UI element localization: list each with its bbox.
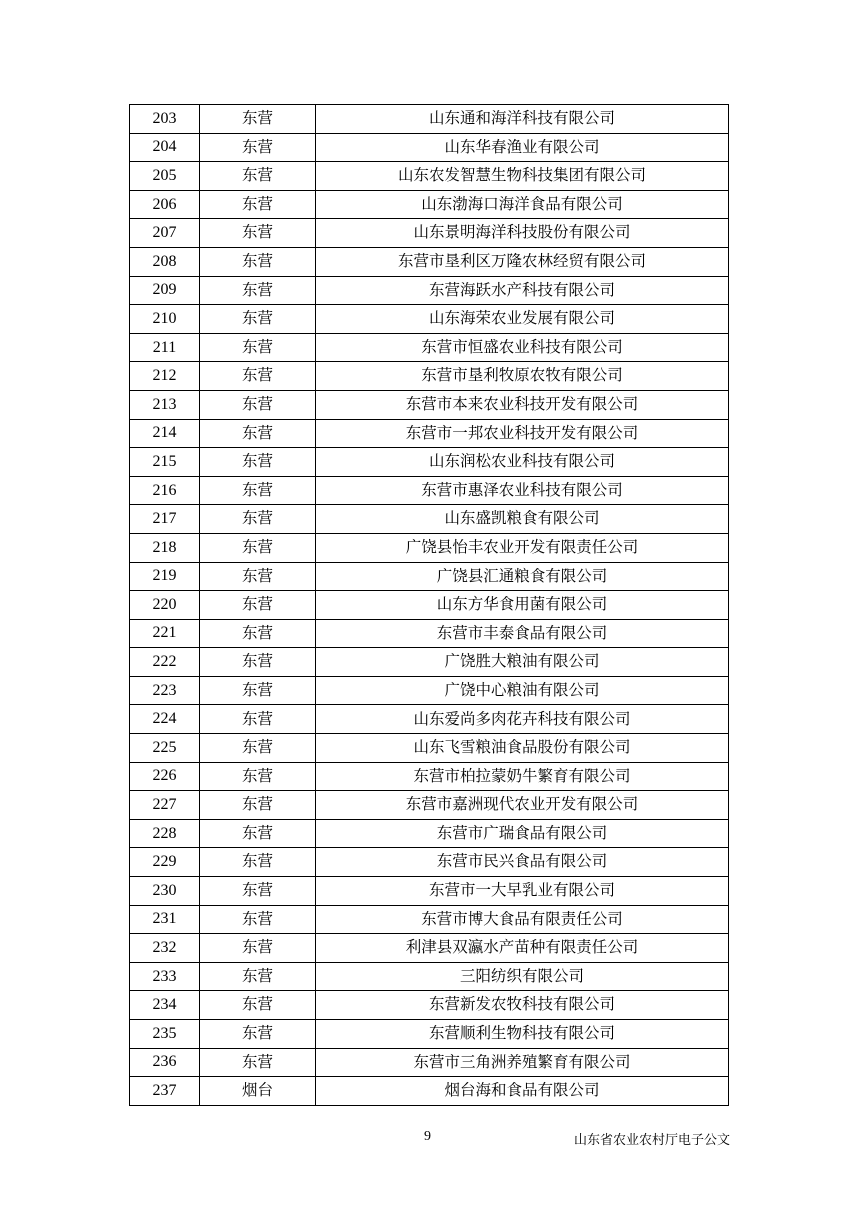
- row-number-cell: 222: [130, 648, 200, 677]
- company-name-cell: 广饶县怡丰农业开发有限责任公司: [316, 533, 729, 562]
- company-name-cell: 山东农发智慧生物科技集团有限公司: [316, 162, 729, 191]
- row-number-cell: 205: [130, 162, 200, 191]
- row-number-cell: 236: [130, 1048, 200, 1077]
- table-row: [130, 734, 729, 763]
- table-row: [130, 133, 729, 162]
- company-name-cell: 东营顺利生物科技有限公司: [316, 1020, 729, 1049]
- row-number-cell: 229: [130, 848, 200, 877]
- table-row: [130, 877, 729, 906]
- region-cell: 东营: [200, 991, 316, 1020]
- row-number-cell: 206: [130, 190, 200, 219]
- region-cell: 东营: [200, 905, 316, 934]
- region-cell: 东营: [200, 676, 316, 705]
- company-name-cell: 山东渤海口海洋食品有限公司: [316, 190, 729, 219]
- region-cell: 东营: [200, 877, 316, 906]
- row-number-cell: 204: [130, 133, 200, 162]
- region-cell: 烟台: [200, 1077, 316, 1106]
- region-cell: 东营: [200, 133, 316, 162]
- company-name-cell: 东营市垦利区万隆农林经贸有限公司: [316, 247, 729, 276]
- row-number-cell: 214: [130, 419, 200, 448]
- row-number-cell: 232: [130, 934, 200, 963]
- row-number-cell: 234: [130, 991, 200, 1020]
- row-number-cell: 218: [130, 533, 200, 562]
- region-cell: 东营: [200, 934, 316, 963]
- table-row: [130, 505, 729, 534]
- region-cell: 东营: [200, 419, 316, 448]
- table-row: [130, 676, 729, 705]
- region-cell: 东营: [200, 219, 316, 248]
- company-name-cell: 山东润松农业科技有限公司: [316, 448, 729, 477]
- region-cell: 东营: [200, 305, 316, 334]
- table-row: [130, 619, 729, 648]
- table-row: [130, 1077, 729, 1106]
- row-number-cell: 216: [130, 476, 200, 505]
- table-row: [130, 533, 729, 562]
- company-name-cell: 东营海跃水产科技有限公司: [316, 276, 729, 305]
- row-number-cell: 227: [130, 791, 200, 820]
- row-number-cell: 207: [130, 219, 200, 248]
- company-name-cell: 广饶中心粮油有限公司: [316, 676, 729, 705]
- table-row: [130, 305, 729, 334]
- company-name-cell: 东营市柏拉蒙奶牛繁育有限公司: [316, 762, 729, 791]
- footer-source-label: 山东省农业农村厅电子公文: [573, 1133, 730, 1148]
- row-number-cell: 231: [130, 905, 200, 934]
- table-row: [130, 105, 729, 134]
- table-row: [130, 562, 729, 591]
- region-cell: 东营: [200, 276, 316, 305]
- row-number-cell: 220: [130, 591, 200, 620]
- table-row: [130, 934, 729, 963]
- table-row: [130, 991, 729, 1020]
- region-cell: 东营: [200, 848, 316, 877]
- region-cell: 东营: [200, 762, 316, 791]
- company-list-body: [130, 105, 729, 1106]
- company-name-cell: 三阳纺织有限公司: [316, 962, 729, 991]
- company-name-cell: 烟台海和食品有限公司: [316, 1077, 729, 1106]
- company-name-cell: 广饶胜大粮油有限公司: [316, 648, 729, 677]
- row-number-cell: 223: [130, 676, 200, 705]
- table-row: [130, 190, 729, 219]
- company-name-cell: 东营市本来农业科技开发有限公司: [316, 390, 729, 419]
- company-name-cell: 山东华春渔业有限公司: [316, 133, 729, 162]
- region-cell: 东营: [200, 333, 316, 362]
- row-number-cell: 219: [130, 562, 200, 591]
- row-number-cell: 228: [130, 819, 200, 848]
- row-number-cell: 221: [130, 619, 200, 648]
- table-row: [130, 448, 729, 477]
- company-name-cell: 东营市民兴食品有限公司: [316, 848, 729, 877]
- table-row: [130, 419, 729, 448]
- region-cell: 东营: [200, 362, 316, 391]
- company-name-cell: 东营市广瑞食品有限公司: [316, 819, 729, 848]
- region-cell: 东营: [200, 591, 316, 620]
- table-row: [130, 362, 729, 391]
- company-name-cell: 东营新发农牧科技有限公司: [316, 991, 729, 1020]
- row-number-cell: 208: [130, 247, 200, 276]
- company-name-cell: 山东盛凯粮食有限公司: [316, 505, 729, 534]
- company-name-cell: 山东海荣农业发展有限公司: [316, 305, 729, 334]
- region-cell: 东营: [200, 791, 316, 820]
- company-name-cell: 东营市丰泰食品有限公司: [316, 619, 729, 648]
- company-name-cell: 山东景明海洋科技股份有限公司: [316, 219, 729, 248]
- region-cell: 东营: [200, 1020, 316, 1049]
- company-name-cell: 东营市三角洲养殖繁育有限公司: [316, 1048, 729, 1077]
- row-number-cell: 225: [130, 734, 200, 763]
- region-cell: 东营: [200, 562, 316, 591]
- company-name-cell: 山东飞雪粮油食品股份有限公司: [316, 734, 729, 763]
- row-number-cell: 217: [130, 505, 200, 534]
- row-number-cell: 215: [130, 448, 200, 477]
- region-cell: 东营: [200, 533, 316, 562]
- region-cell: 东营: [200, 705, 316, 734]
- company-name-cell: 东营市博大食品有限责任公司: [316, 905, 729, 934]
- region-cell: 东营: [200, 247, 316, 276]
- table-row: [130, 390, 729, 419]
- region-cell: 东营: [200, 390, 316, 419]
- table-row: [130, 905, 729, 934]
- row-number-cell: 235: [130, 1020, 200, 1049]
- row-number-cell: 224: [130, 705, 200, 734]
- table-row: [130, 162, 729, 191]
- table-row: [130, 962, 729, 991]
- region-cell: 东营: [200, 962, 316, 991]
- table-row: [130, 591, 729, 620]
- row-number-cell: 213: [130, 390, 200, 419]
- region-cell: 东营: [200, 734, 316, 763]
- row-number-cell: 209: [130, 276, 200, 305]
- table-row: [130, 648, 729, 677]
- row-number-cell: 233: [130, 962, 200, 991]
- row-number-cell: 226: [130, 762, 200, 791]
- table-row: [130, 476, 729, 505]
- region-cell: 东营: [200, 190, 316, 219]
- row-number-cell: 211: [130, 333, 200, 362]
- table-row: [130, 219, 729, 248]
- company-name-cell: 山东通和海洋科技有限公司: [316, 105, 729, 134]
- table-row: [130, 819, 729, 848]
- company-name-cell: 东营市嘉洲现代农业开发有限公司: [316, 791, 729, 820]
- region-cell: 东营: [200, 619, 316, 648]
- row-number-cell: 203: [130, 105, 200, 134]
- region-cell: 东营: [200, 505, 316, 534]
- company-name-cell: 广饶县汇通粮食有限公司: [316, 562, 729, 591]
- region-cell: 东营: [200, 648, 316, 677]
- company-name-cell: 东营市惠泽农业科技有限公司: [316, 476, 729, 505]
- table-row: [130, 705, 729, 734]
- company-name-cell: 山东方华食用菌有限公司: [316, 591, 729, 620]
- company-name-cell: 东营市垦利牧原农牧有限公司: [316, 362, 729, 391]
- company-list-table: [129, 104, 729, 1106]
- table-row: [130, 333, 729, 362]
- table-row: [130, 848, 729, 877]
- region-cell: 东营: [200, 819, 316, 848]
- table-row: [130, 276, 729, 305]
- company-name-cell: 利津县双瀛水产苗种有限责任公司: [316, 934, 729, 963]
- table-row: [130, 247, 729, 276]
- company-name-cell: 东营市一邦农业科技开发有限公司: [316, 419, 729, 448]
- region-cell: 东营: [200, 105, 316, 134]
- table-row: [130, 1020, 729, 1049]
- region-cell: 东营: [200, 448, 316, 477]
- region-cell: 东营: [200, 476, 316, 505]
- table-row: [130, 791, 729, 820]
- page-number: 9: [424, 1129, 431, 1144]
- row-number-cell: 237: [130, 1077, 200, 1106]
- company-name-cell: 东营市一大早乳业有限公司: [316, 877, 729, 906]
- company-name-cell: 东营市恒盛农业科技有限公司: [316, 333, 729, 362]
- region-cell: 东营: [200, 1048, 316, 1077]
- table-row: [130, 762, 729, 791]
- region-cell: 东营: [200, 162, 316, 191]
- table-row: [130, 1048, 729, 1077]
- row-number-cell: 212: [130, 362, 200, 391]
- company-name-cell: 山东爱尚多肉花卉科技有限公司: [316, 705, 729, 734]
- row-number-cell: 210: [130, 305, 200, 334]
- row-number-cell: 230: [130, 877, 200, 906]
